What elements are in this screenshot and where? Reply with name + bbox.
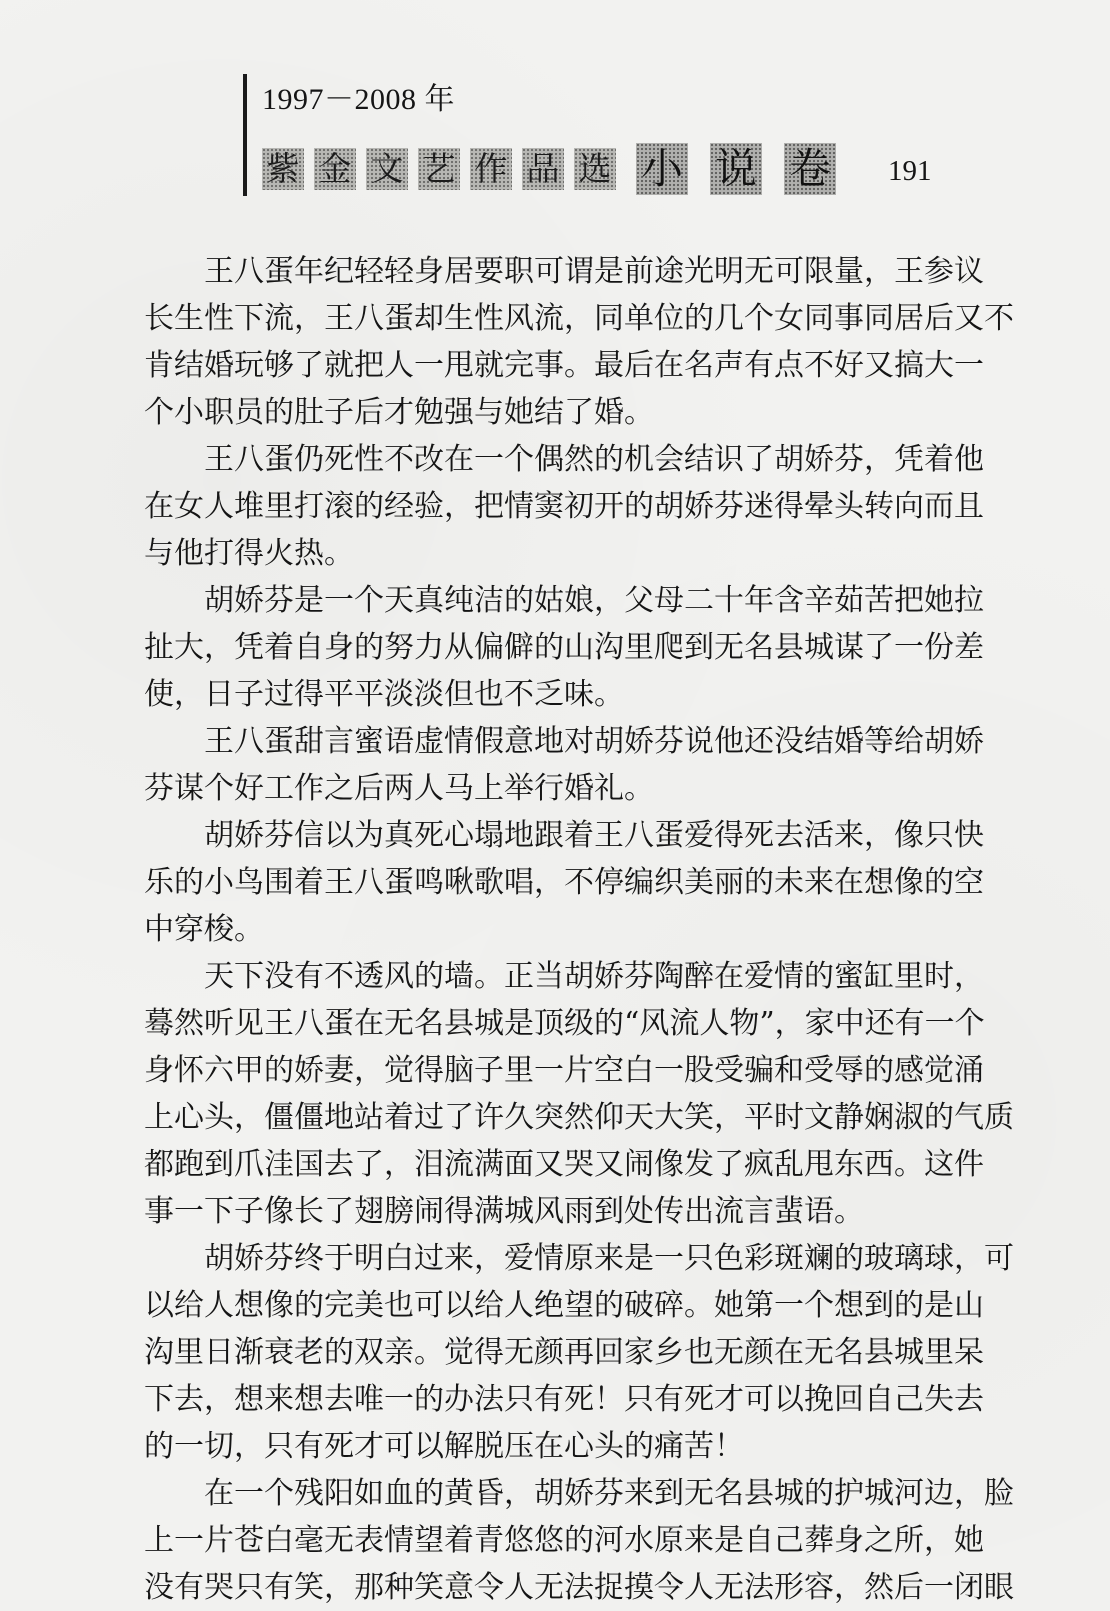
series-title-char: 艺 [418, 148, 460, 190]
text-line: 与他打得火热。 [144, 536, 354, 571]
text-line: 上心头，僵僵地站着过了许久突然仰天大笑，平时文静娴淑的气质 [144, 1100, 1014, 1135]
text-line: 以给人想像的完美也可以给人绝望的破碎。她第一个想到的是山 [144, 1288, 984, 1323]
text-line: 个小职员的肚子后才勉强与她结了婚。 [144, 395, 654, 430]
text-line: 王八蛋仍死性不改在一个偶然的机会结识了胡娇芬，凭着他 [204, 442, 984, 477]
paragraph [144, 812, 984, 953]
text-line: 芬谋个好工作之后两人马上举行婚礼。 [144, 771, 654, 806]
text-line: 肯结婚玩够了就把人一甩就完事。最后在名声有点不好又搞大一 [144, 348, 984, 383]
series-title-char: 作 [470, 148, 512, 190]
text-line: 的一切，只有死才可以解脱压在心头的痛苦！ [144, 1429, 744, 1464]
paragraph [144, 436, 984, 577]
text-line: 没有哭只有笑，那种笑意令人无法捉摸令人无法形容，然后一闭眼 [144, 1570, 1014, 1605]
text-line: 胡娇芬是一个天真纯洁的姑娘，父母二十年含辛茹苦把她拉 [204, 583, 984, 618]
series-title-char: 金 [314, 148, 356, 190]
series-title-char: 文 [366, 148, 408, 190]
volume-title-char: 卷 [784, 143, 836, 195]
text-line: 扯大，凭着自身的努力从偏僻的山沟里爬到无名县城谋了一份差 [144, 630, 984, 665]
volume-title-char: 说 [710, 143, 762, 195]
paragraph [144, 1470, 1014, 1611]
text-line: 使，日子过得平平淡淡但也不乏味。 [144, 677, 624, 712]
paragraph [144, 248, 1014, 436]
text-line: 长生性下流，王八蛋却生性风流，同单位的几个女同事同居后又不 [144, 301, 1014, 336]
header-rule [243, 74, 247, 196]
paragraph [144, 1235, 1014, 1470]
paragraph [144, 953, 1014, 1235]
header-years: 1997－2008 年 [262, 83, 455, 116]
text-line: 蓦然听见王八蛋在无名县城是顶级的“风流人物”，家中还有一个 [144, 1006, 985, 1041]
series-title-char: 品 [522, 148, 564, 190]
paragraph [144, 577, 984, 718]
text-line: 胡娇芬终于明白过来，爱情原来是一只色彩斑斓的玻璃球，可 [204, 1241, 1014, 1276]
text-line: 事一下子像长了翅膀闹得满城风雨到处传出流言蜚语。 [144, 1194, 864, 1229]
header-series-title [262, 146, 848, 192]
text-line: 王八蛋年纪轻轻身居要职可谓是前途光明无可限量，王参议 [204, 254, 984, 289]
text-line: 都跑到爪洼国去了，泪流满面又哭又闹像发了疯乱甩东西。这件 [144, 1147, 984, 1182]
text-line: 身怀六甲的娇妻，觉得脑子里一片空白一股受骗和受辱的感觉涌 [144, 1053, 984, 1088]
text-line: 天下没有不透风的墙。正当胡娇芬陶醉在爱情的蜜缸里时， [204, 959, 984, 994]
text-line: 上一片苍白毫无表情望着青悠悠的河水原来是自己葬身之所，她 [144, 1523, 984, 1558]
body-text [144, 248, 1014, 1611]
text-line: 王八蛋甜言蜜语虚情假意地对胡娇芬说他还没结婚等给胡娇 [204, 724, 984, 759]
text-line: 胡娇芬信以为真死心塌地跟着王八蛋爱得死去活来，像只快 [204, 818, 984, 853]
series-title-char: 选 [574, 148, 616, 190]
text-line: 在女人堆里打滚的经验，把情窦初开的胡娇芬迷得晕头转向而且 [144, 489, 984, 524]
text-line: 在一个残阳如血的黄昏，胡娇芬来到无名县城的护城河边，脸 [204, 1476, 1014, 1511]
text-line: 中穿梭。 [144, 912, 264, 947]
volume-title-char: 小 [636, 143, 688, 195]
page-number: 191 [888, 155, 932, 187]
text-line: 乐的小鸟围着王八蛋鸣啾歌唱，不停编织美丽的未来在想像的空 [144, 865, 984, 900]
text-line: 沟里日渐衰老的双亲。觉得无颜再回家乡也无颜在无名县城里呆 [144, 1335, 984, 1370]
text-line: 下去，想来想去唯一的办法只有死！只有死才可以挽回自己失去 [144, 1382, 984, 1417]
paragraph [144, 718, 984, 812]
series-title-char: 紫 [262, 148, 304, 190]
